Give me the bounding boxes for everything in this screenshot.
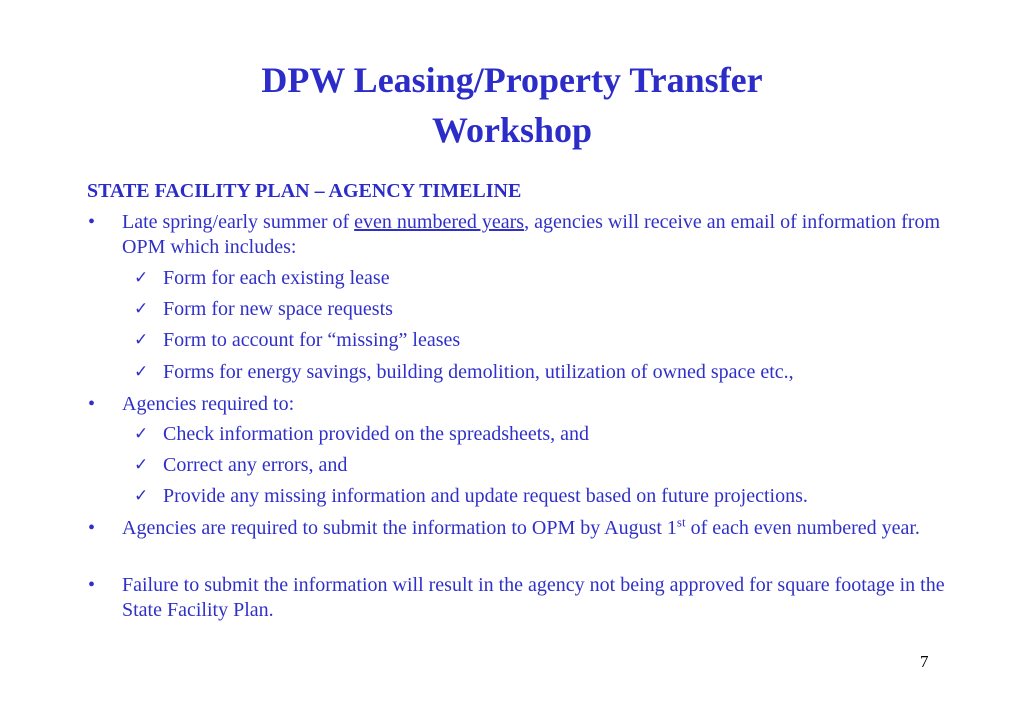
checkmark-icon: ✓ [134, 330, 149, 350]
checkmark-icon: ✓ [134, 455, 149, 475]
bullet-item [88, 516, 948, 541]
bullet-text [122, 210, 948, 260]
page-number: 7 [920, 652, 929, 671]
bullet-text-part: , agencies will receive an email of information from OPM which includes: [122, 211, 941, 258]
checkmark-icon: ✓ [134, 362, 149, 382]
bullet-marker: • [88, 393, 96, 415]
check-text: Provide any missing information and update request based on future projections. [163, 485, 808, 507]
check-text: Check information provided on the spreadsheets, and [163, 423, 589, 445]
title-line-2: Workshop [431, 110, 593, 150]
check-item [134, 266, 954, 291]
bullet-marker: • [88, 574, 96, 596]
bullet-text-part: of each even numbered year. [685, 517, 920, 539]
check-item [134, 360, 954, 385]
checkmark-icon: ✓ [134, 299, 149, 319]
check-text: Form for new space requests [163, 298, 393, 320]
bullet-item [88, 392, 948, 417]
bullet-text: Agencies required to: [122, 393, 295, 415]
underlined-text: even numbered years [354, 211, 525, 233]
bullet-item [88, 573, 948, 623]
superscript-text: st [676, 514, 686, 530]
check-item [134, 328, 954, 353]
check-item [134, 484, 954, 509]
bullet-item [88, 210, 948, 260]
section-heading: STATE FACILITY PLAN – AGENCY TIMELINE [87, 180, 522, 202]
checkmark-icon: ✓ [134, 486, 149, 506]
check-text: Correct any errors, and [163, 454, 348, 476]
bullet-text [122, 516, 948, 541]
checkmark-icon: ✓ [134, 268, 149, 288]
bullet-text: Failure to submit the information will result in the agency not being approved for square footage in the State Facility Plan. [122, 574, 945, 621]
bullet-marker: • [88, 517, 96, 539]
checkmark-icon: ✓ [134, 424, 149, 444]
bullet-text-part: Agencies are required to submit the information to OPM by August 1 [122, 517, 677, 539]
title-line-1: DPW Leasing/Property Transfer [261, 60, 763, 100]
check-text: Form to account for “missing” leases [163, 329, 461, 351]
check-item [134, 297, 954, 322]
check-text: Forms for energy savings, building demolition, utilization of owned space etc., [163, 361, 794, 383]
slide-title [0, 55, 1024, 155]
check-item [134, 422, 954, 447]
bullet-marker: • [88, 211, 96, 233]
check-text: Form for each existing lease [163, 267, 390, 289]
bullet-text-part: Late spring/early summer of [122, 211, 355, 233]
check-item [134, 453, 954, 478]
